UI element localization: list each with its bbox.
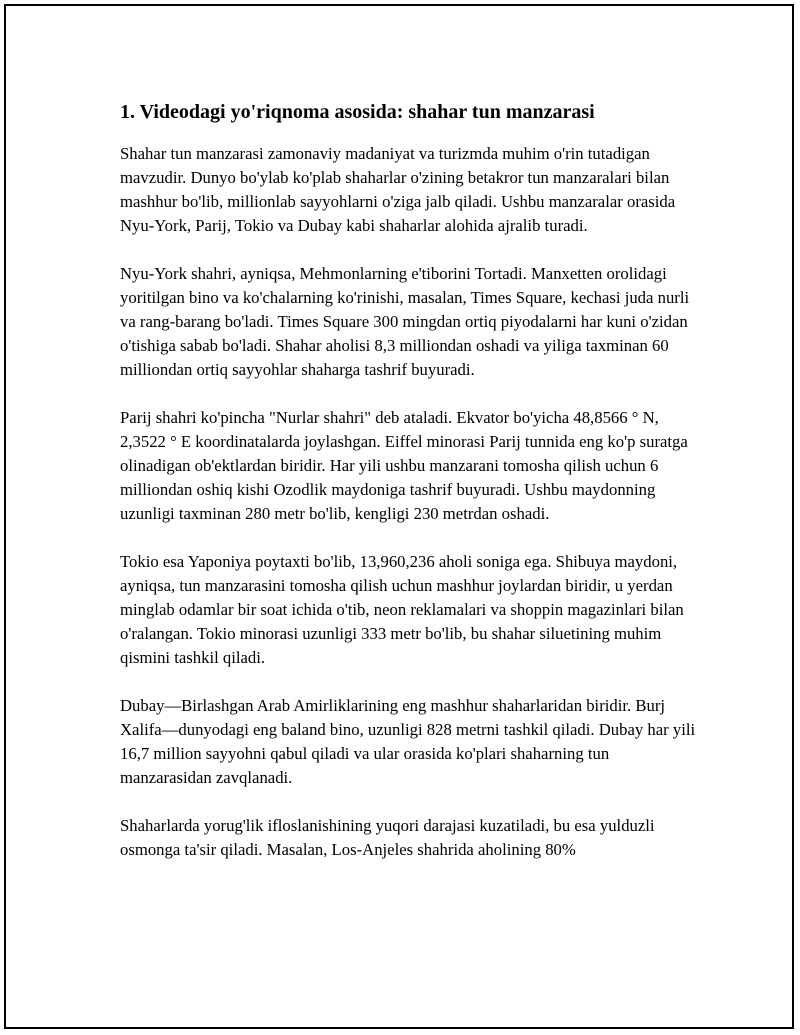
paragraph-intro: Shahar tun manzarasi zamonaviy madaniyat va turizmda muhim o'rin tutadigan mavzudir. Dunyo bo'ylab ko'plab shaharlar o'zining betakror tun manzaralari bilan mashhur bo'lib, millionlab sayyohlarni o'ziga jalb qiladi. Ushbu manzaralar orasida Nyu-York, Parij, Tokio va Dubay kabi shaharlar alohida ajralib turadi. bbox=[120, 144, 676, 235]
paragraph-tokyo: Tokio esa Yaponiya poytaxti bo'lib, 13,960,236 aholi soniga ega. Shibuya maydoni, ayniqsa, tun manzarasini tomosha qilish uchun mashhur joylardan biridir, u yerdan minglab odamlar bir soat ichida o'tib, neon reklamalari va shoppin magazinlari bilan o'ralangan. Tokio minorasi uzunligi 333 metr bo'lib, bu shahar siluetining muhim qismini tashkil qiladi. bbox=[120, 552, 684, 667]
page-title: 1. Videodagi yo'riqnoma asosida: shahar tun manzarasi bbox=[120, 101, 595, 123]
document-body bbox=[120, 98, 700, 886]
page-border bbox=[4, 4, 794, 1029]
paragraph-dubai: Dubay—Birlashgan Arab Amirliklarining eng mashhur shaharlaridan biridir. Burj Xalifa—dunyodagi eng baland bino, uzunligi 828 metrni tashkil qiladi. Dubay har yili 16,7 million sayyohni qabul qiladi va ular orasida ko'plari shaharning tun manzarasidan zavqlanadi. bbox=[120, 696, 696, 787]
paragraph-new-york: Nyu-York shahri, ayniqsa, Mehmonlarning e'tiborini Tortadi. Manxetten orolidagi yoritilgan bino va ko'chalarning ko'rinishi, masalan, Times Square, kechasi juda nurli va rang-barang bo'ladi. Times Square 300 mingdan ortiq piyodalarni har kuni o'zidan o'tishiga sabab bo'ladi. Shahar aholisi 8,3 milliondan oshadi va yiliga taxminan 60 milliondan ortiq sayyohlar shaharga tashrif buyuradi. bbox=[120, 264, 690, 379]
paragraph-paris: Parij shahri ko'pincha "Nurlar shahri" deb ataladi. Ekvator bo'yicha 48,8566 ° N, 2,3522 ° E koordinatalarda joylashgan. Eiffel minorasi Parij tunnida eng ko'p suratga olinadigan ob'ektlardan biridir. Har yili ushbu manzarani tomosha qilish uchun 6 milliondan oshiq kishi Ozodlik maydoniga tashrif buyuradi. Ushbu maydonning uzunligi taxminan 280 metr bo'lib, kengligi 230 metrdan oshadi. bbox=[120, 408, 688, 523]
paragraph-light-pollution: Shaharlarda yorug'lik ifloslanishining yuqori darajasi kuzatiladi, bu esa yulduzli osmonga ta'sir qiladi. Masalan, Los-Anjeles shahrida aholining 80% bbox=[120, 816, 655, 859]
